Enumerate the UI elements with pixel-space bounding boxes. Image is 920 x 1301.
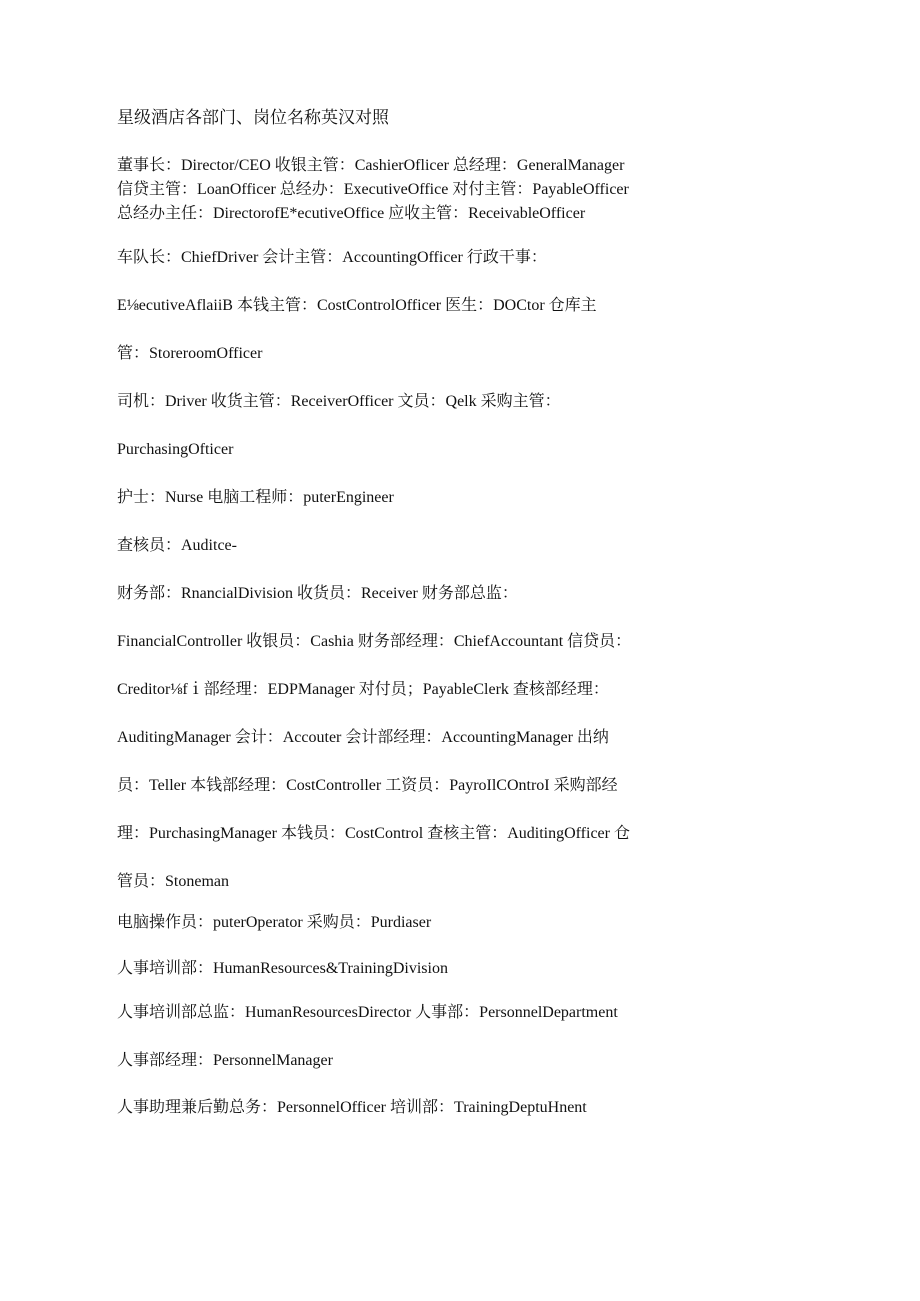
text-line: 车队长：ChiefDriver 会计主管：AccountingOfficer 行政干事：: [117, 249, 547, 266]
text-line: Creditor⅛fｉ部经理：EDPManager 对付员；PayableClerk 查核部经理：: [117, 681, 609, 698]
text-line: 人事助理兼后勤总务：PersonnelOfficer 培训部：TrainingDeptuHnent: [117, 1099, 587, 1116]
text-line: 理：PurchasingManager 本钱员：CostControl 查核主管：AuditingOfficer 仓: [117, 825, 630, 842]
document-title: 星级酒店各部门、岗位名称英汉对照: [117, 108, 389, 127]
text-line: 员：Teller 本钱部经理：CostController 工资员：PayroIlCOntroI 采购部经: [117, 777, 618, 794]
text-line: 信贷主管：LoanOfficer 总经办：ExecutiveOffice 对付主管：PayableOfficer: [117, 181, 629, 198]
text-line: 人事部经理：PersonnelManager: [117, 1052, 333, 1069]
text-line: 人事培训部：HumanResources&TrainingDivision: [117, 960, 448, 977]
text-line: 管：StoreroomOfficer: [117, 345, 263, 362]
text-line: 护士：Nurse 电脑工程师：puterEngineer: [117, 489, 394, 506]
text-line: 人事培训部总监：HumanResourcesDirector 人事部：PersonnelDepartment: [117, 1004, 618, 1021]
text-line: 财务部：RnancialDivision 收货员：Receiver 财务部总监：: [117, 585, 518, 602]
text-line: 董事长：Director/CEO 收银主管：CashierOflicer 总经理：GeneralManager: [117, 157, 625, 174]
text-line: 电脑操作员：puterOperator 采购员：Purdiaser: [117, 914, 432, 931]
text-line: 总经办主任：DirectorofE*ecutiveOffice 应收主管：ReceivableOfficer: [117, 205, 586, 222]
text-line: 查核员：Auditce-: [117, 537, 237, 554]
text-line: 司机：Driver 收货主管：ReceiverOfficer 文员：Qelk 采购主管：: [117, 393, 561, 410]
text-line: PurchasingOfticer: [117, 441, 234, 458]
text-line: E⅛ecutiveAflaiiB 本钱主管：CostControlOfficer 医生：DOCtor 仓库主: [117, 297, 597, 314]
text-line: 管员：Stoneman: [117, 873, 229, 890]
text-line: FinancialController 收银员：Cashia 财务部经理：ChiefAccountant 信贷员：: [117, 633, 632, 650]
text-line: AuditingManager 会计：Accouter 会计部经理：AccountingManager 出纳: [117, 729, 609, 746]
